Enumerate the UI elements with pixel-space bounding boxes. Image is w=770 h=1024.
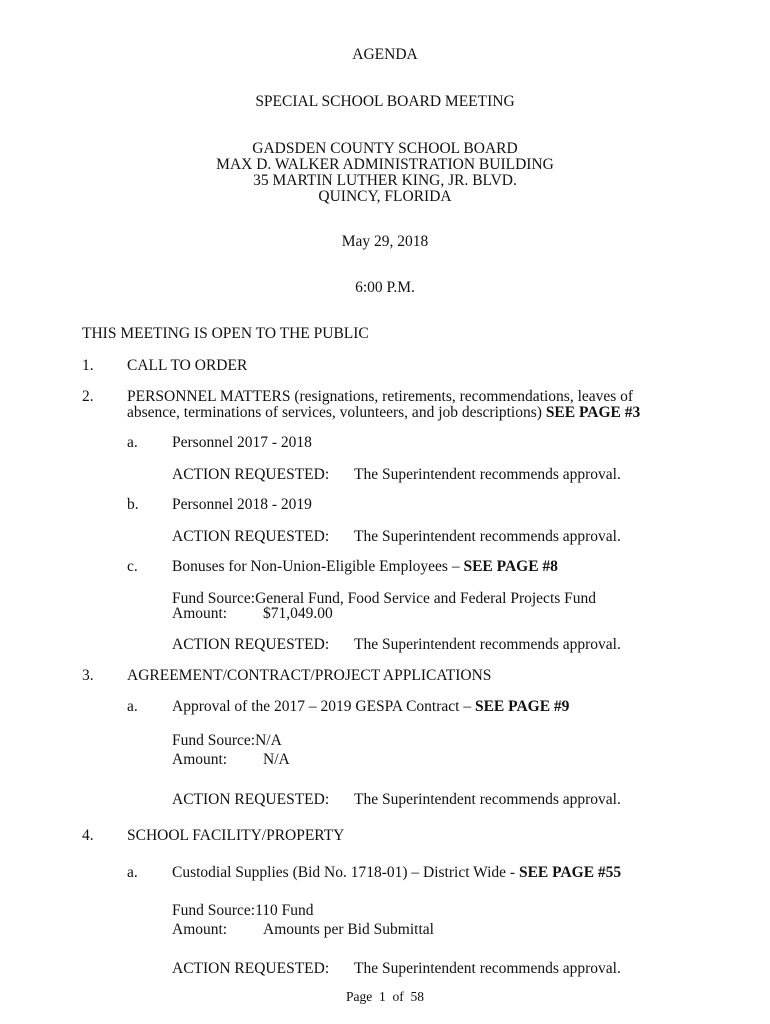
subitem-title: Personnel 2018 - 2019: [172, 496, 312, 513]
amount: [172, 751, 290, 768]
subitem-title: Personnel 2017 - 2018: [172, 434, 312, 451]
subitem-title: [172, 864, 621, 881]
page-word: Page: [346, 989, 373, 1004]
subitem-title-text: Custodial Supplies (Bid No. 1718-01) – District Wide -: [172, 864, 516, 881]
item-number: 3.: [82, 667, 94, 684]
fund-source-label: Fund Source:: [172, 590, 256, 607]
amount-value: $71,049.00: [263, 605, 333, 622]
page-total: 58: [410, 989, 424, 1004]
subitem-letter: a.: [127, 698, 138, 715]
see-page-link[interactable]: SEE PAGE #3: [545, 404, 641, 421]
fund-source: [172, 732, 282, 749]
subitem-letter: a.: [127, 864, 138, 881]
item-title-line2-text: absence, terminations of services, volunteers, and job descriptions): [127, 404, 542, 421]
amount-value: Amounts per Bid Submittal: [263, 921, 434, 938]
item-number: 1.: [82, 357, 94, 374]
fund-source: [172, 902, 314, 919]
action-requested: [172, 791, 621, 808]
org-line-2: MAX D. WALKER ADMINISTRATION BUILDING: [216, 156, 554, 173]
fund-source-value: General Fund, Food Service and Federal Projects Fund: [255, 590, 597, 607]
subitem-title: [172, 558, 558, 575]
action-requested: [172, 528, 621, 545]
meeting-type: SPECIAL SCHOOL BOARD MEETING: [255, 93, 515, 110]
meeting-time: 6:00 P.M.: [355, 279, 415, 296]
amount-label: Amount:: [172, 921, 228, 938]
org-line-4: QUINCY, FLORIDA: [318, 188, 452, 205]
agenda-title: AGENDA: [352, 46, 418, 63]
action-text: The Superintendent recommends approval.: [354, 636, 621, 653]
action-label: ACTION REQUESTED:: [172, 528, 330, 545]
page-footer: [0, 988, 770, 1005]
subitem-letter: b.: [127, 496, 139, 513]
item-number: 4.: [82, 827, 94, 844]
action-text: The Superintendent recommends approval.: [354, 960, 621, 977]
action-requested: [172, 960, 621, 977]
item-number: 2.: [82, 388, 94, 405]
amount: [172, 921, 434, 938]
fund-source-value: 110 Fund: [255, 902, 314, 919]
page-current: 1: [379, 989, 386, 1004]
item-title: CALL TO ORDER: [127, 357, 248, 374]
org-line-3: 35 MARTIN LUTHER KING, JR. BLVD.: [253, 172, 517, 189]
action-text: The Superintendent recommends approval.: [354, 466, 621, 483]
action-label: ACTION REQUESTED:: [172, 791, 330, 808]
amount: [172, 605, 333, 622]
subitem-title-text: Approval of the 2017 – 2019 GESPA Contract –: [172, 698, 472, 715]
see-page-link[interactable]: SEE PAGE #9: [474, 698, 570, 715]
see-page-link[interactable]: SEE PAGE #8: [463, 558, 558, 575]
action-label: ACTION REQUESTED:: [172, 960, 330, 977]
subitem-letter: a.: [127, 434, 138, 451]
see-page-link[interactable]: SEE PAGE #55: [518, 864, 622, 881]
item-title-line1: PERSONNEL MATTERS (resignations, retirements, recommendations, leaves of: [127, 388, 634, 405]
item-title: AGREEMENT/CONTRACT/PROJECT APPLICATIONS: [127, 667, 492, 684]
amount-label: Amount:: [172, 605, 228, 622]
public-notice: THIS MEETING IS OPEN TO THE PUBLIC: [82, 325, 369, 342]
action-text: The Superintendent recommends approval.: [354, 791, 621, 808]
amount-label: Amount:: [172, 751, 228, 768]
org-line-1: GADSDEN COUNTY SCHOOL BOARD: [252, 140, 518, 157]
action-requested: [172, 636, 621, 653]
action-label: ACTION REQUESTED:: [172, 636, 330, 653]
subitem-title-text: Bonuses for Non-Union-Eligible Employees –: [172, 558, 460, 575]
fund-source-value: N/A: [255, 732, 282, 749]
action-label: ACTION REQUESTED:: [172, 466, 330, 483]
amount-value: N/A: [263, 751, 290, 768]
action-text: The Superintendent recommends approval.: [354, 528, 621, 545]
item-title-line2: [127, 404, 640, 421]
action-requested: [172, 466, 621, 483]
page-of: of: [392, 989, 404, 1004]
subitem-title: [172, 698, 569, 715]
fund-source-label: Fund Source:: [172, 902, 256, 919]
subitem-letter: c.: [127, 558, 138, 575]
fund-source-label: Fund Source:: [172, 732, 256, 749]
item-title: SCHOOL FACILITY/PROPERTY: [127, 827, 345, 844]
meeting-date: May 29, 2018: [341, 233, 429, 250]
